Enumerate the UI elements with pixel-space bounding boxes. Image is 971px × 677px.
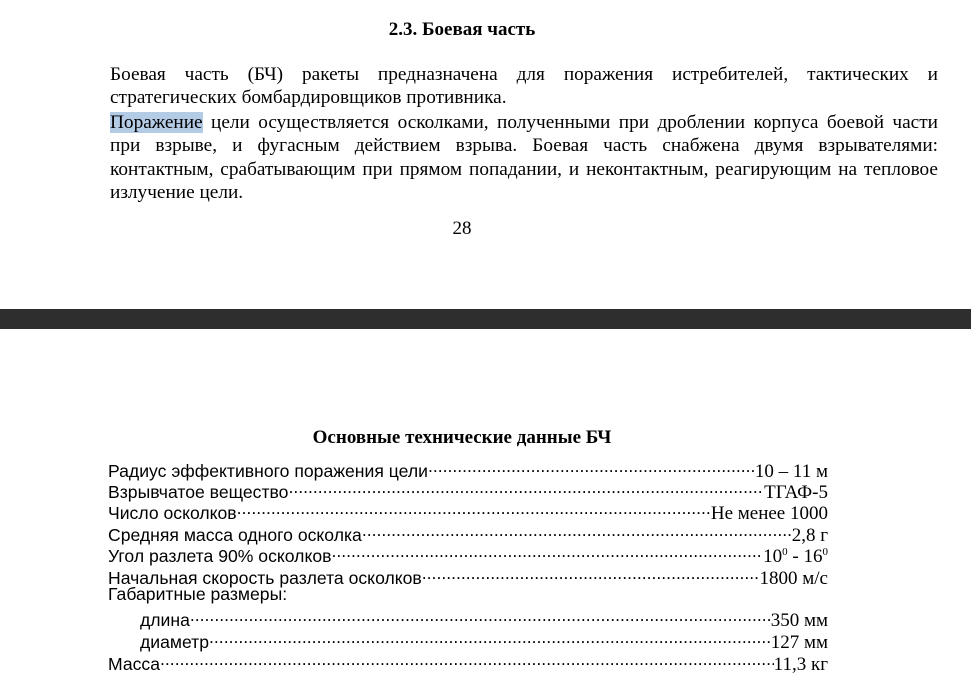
spec-label: Начальная скорость разлета осколков [108, 568, 422, 588]
spec-label: Число осколков [108, 503, 237, 523]
page-number: 28 [452, 218, 472, 239]
spec-value: 11,3 кг [773, 654, 828, 675]
paragraph-damage [48, 111, 938, 205]
page-break-divider [0, 309, 971, 329]
spec-value: ТГАФ-5 [764, 482, 828, 503]
spec-label: Габаритные размеры: [108, 584, 288, 604]
paragraph-purpose: Боевая часть (БЧ) ракеты предназначена для поражения истребителей, тактических и стратегических бомбардировщиков противника. [110, 64, 938, 109]
leader-dots [422, 563, 760, 584]
leader-dots [288, 477, 764, 498]
paragraph-damage-text: цели осуществляется осколками, полученными при дроблении корпуса боевой части при взрыве, и фугасным действием взрыва. Боевая часть снабжена двумя взрывателями: контактным, срабатывающим при прямом попадании, и неконтактным, реагирующим на тепловое излучение цели. [110, 112, 938, 204]
spec-label: Масса [108, 654, 161, 674]
spec-row [108, 563, 828, 589]
leader-dots [237, 498, 711, 519]
spec-row [108, 520, 828, 546]
spec-row [140, 605, 828, 631]
spec-label: Взрывчатое вещество [108, 482, 289, 502]
page-upper [0, 0, 971, 309]
spec-row [108, 649, 828, 675]
spec-group-label-row [108, 584, 828, 605]
leader-dots [190, 605, 771, 626]
leader-dots [428, 456, 755, 477]
spec-value: 1800 м/с [759, 568, 828, 589]
leader-dots [209, 627, 771, 648]
selected-word-highlight[interactable]: Поражение [110, 112, 203, 133]
spec-label: Радиус эффективного поражения цели [108, 461, 428, 481]
spec-label: Угол разлета 90% осколков [108, 546, 332, 566]
spec-value: Не менее 1000 [710, 503, 828, 524]
specs-title: Основные технические данные БЧ [312, 427, 612, 448]
leader-dots [362, 520, 792, 541]
leader-dots [160, 649, 774, 670]
spec-row [108, 477, 828, 503]
spec-value: 127 мм [770, 632, 828, 653]
spec-value: 2,8 г [791, 525, 828, 546]
spec-row [140, 627, 828, 653]
spec-value: $10^0 - 16^0$ [763, 546, 828, 567]
spec-value: 10 – 11 м [754, 461, 828, 482]
spec-row [108, 456, 828, 482]
spec-label: длина [140, 610, 190, 630]
spec-row [108, 498, 828, 524]
section-heading: 2.3. Боевая часть [388, 19, 536, 40]
spec-label: Средняя масса одного осколка [108, 525, 362, 545]
spec-row [108, 541, 828, 567]
leader-dots [331, 541, 763, 562]
spec-label: диаметр [140, 632, 210, 652]
spec-value: 350 мм [770, 610, 828, 631]
